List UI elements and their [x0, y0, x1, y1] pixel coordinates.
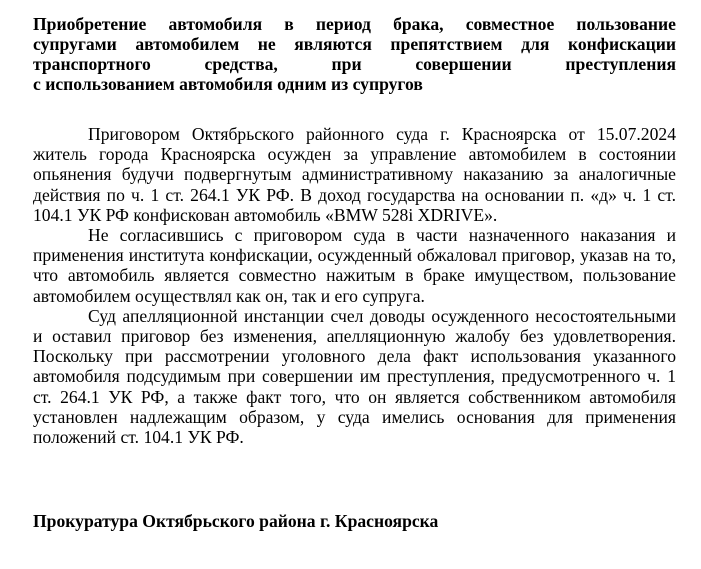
title-line-1: Приобретение автомобиля в период брака, совместное пользование [33, 14, 676, 34]
document-signature: Прокуратура Октябрьского района г. Красноярска [33, 511, 439, 531]
paragraph-appeal: Не согласившись с приговором суда в части назначенного наказания и применения института конфискации, осужденный обжаловал приговор, указав на то, что автомобиль является совместно нажитым в браке имуществом, пользование автомобилем осуществлял как он, так и его супруга. [33, 225, 676, 306]
paragraph-appeal-decision: Суд апелляционной инстанции счел доводы осужденного несостоятельными и оставил приговор без изменения, апелляционную жалобу без удовлетворения. Поскольку при рассмотрении уголовного дела факт использования указанного автомобиля подсудимым при совершении им преступления, предусмотренного ч. 1 ст. 264.1 УК РФ, а также факт того, что он является собственником автомобиля установлен надлежащим образом, у суда имелись основания для применения положений ст. 104.1 УК РФ. [33, 305, 676, 448]
paragraph-verdict: Приговором Октябрьского районного суда г. Красноярска от 15.07.2024 житель города Красноярска осужден за управление автомобилем в состоянии опьянения будучи подвергнутым административному наказанию за аналогичные действия по ч. 1 ст. 264.1 УК РФ. В доход государства на основании п. «д» ч. 1 ст. 104.1 УК РФ конфискован автомобиль «BMW 528i XDRIVE». [33, 124, 676, 225]
document-title [33, 14, 676, 94]
document-page [33, 14, 676, 531]
title-line-2: супругами автомобилем не являются препятствием для конфискации [33, 34, 676, 54]
title-line-4: с использованием автомобиля одним из супругов [33, 74, 423, 94]
document-body [33, 124, 676, 447]
title-line-3: транспортного средства, при совершении преступления [33, 54, 676, 74]
